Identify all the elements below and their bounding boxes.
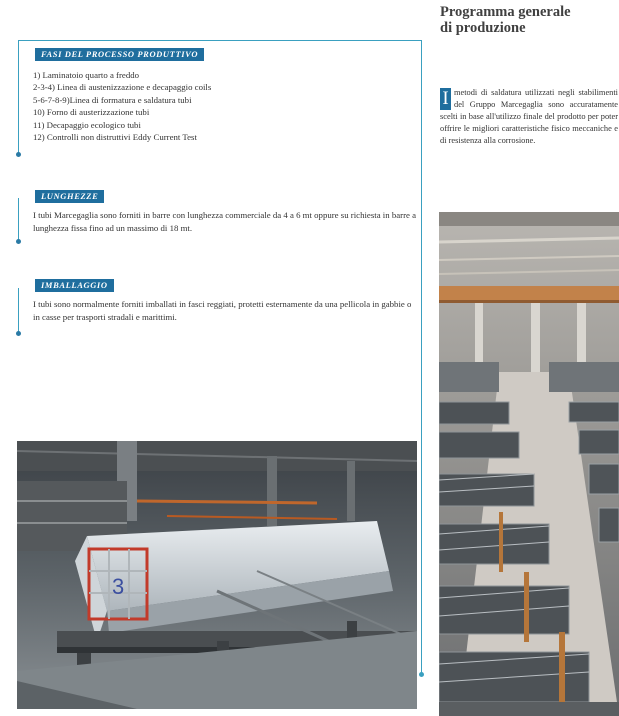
warehouse-tubes-photo: [439, 212, 619, 716]
imballaggio-text: I tubi sono normalmente forniti imballati in fasci reggiati, protetti esternamente da una pellicola in gabbie o in casse per trasporti stradali e marittimi.: [33, 299, 412, 322]
fasi-item: 1) Laminatoio quarto a freddo: [33, 70, 140, 80]
fasi-section-dot: [16, 152, 21, 157]
fasi-item: 5-6-7-8-9)Linea di formatura e saldatura tubi: [33, 94, 192, 105]
lunghezze-section-line: [18, 198, 19, 242]
frame-end-dot: [419, 672, 424, 677]
lunghezze-section-title: LUNGHEZZE: [35, 190, 104, 203]
packaged-bundles-photo: [17, 441, 417, 709]
page-title: [440, 4, 610, 36]
fasi-section-title: FASI DEL PROCESSO PRODUTTIVO: [35, 48, 204, 61]
lunghezze-text: I tubi Marcegaglia sono forniti in barre con lunghezza commerciale da 4 a 6 mt oppure su richiesta in barre a lunghezza fissa fino ad un massimo di 18 mt.: [33, 210, 417, 233]
frame-right-line: [421, 40, 422, 676]
intro-text: metodi di saldatura utilizzati negli stabilimenti del Gruppo Marcegaglia sono accuratamente scelti in base all'utilizzo finale del prodotto per poter offrire le migliori caratteristiche fisico meccaniche e di resistenza alla corrosione.: [440, 88, 618, 146]
fasi-item: 11) Decapaggio ecologico tubi: [33, 119, 141, 130]
imballaggio-section-dot: [16, 331, 21, 336]
title-line-2: di produzione: [440, 20, 526, 36]
fasi-section-line: [18, 40, 19, 155]
dropcap: I: [440, 88, 451, 110]
intro-paragraph: [440, 87, 618, 147]
fasi-item: 10) Forno di austerizzazione tubi: [33, 107, 150, 118]
title-line-1: Programma generale: [440, 4, 571, 20]
imballaggio-section-title: IMBALLAGGIO: [35, 279, 114, 292]
fasi-item: 12) Controlli non distruttivi Eddy Current Test: [33, 132, 197, 143]
fasi-list: [33, 69, 211, 143]
bundle-marking: 3: [112, 574, 125, 599]
frame-top-line: [18, 40, 422, 41]
imballaggio-section-line: [18, 288, 19, 334]
fasi-item: 2-3-4) Linea di austenizzazione e decapaggio coils: [33, 82, 212, 93]
lunghezze-section-dot: [16, 239, 21, 244]
